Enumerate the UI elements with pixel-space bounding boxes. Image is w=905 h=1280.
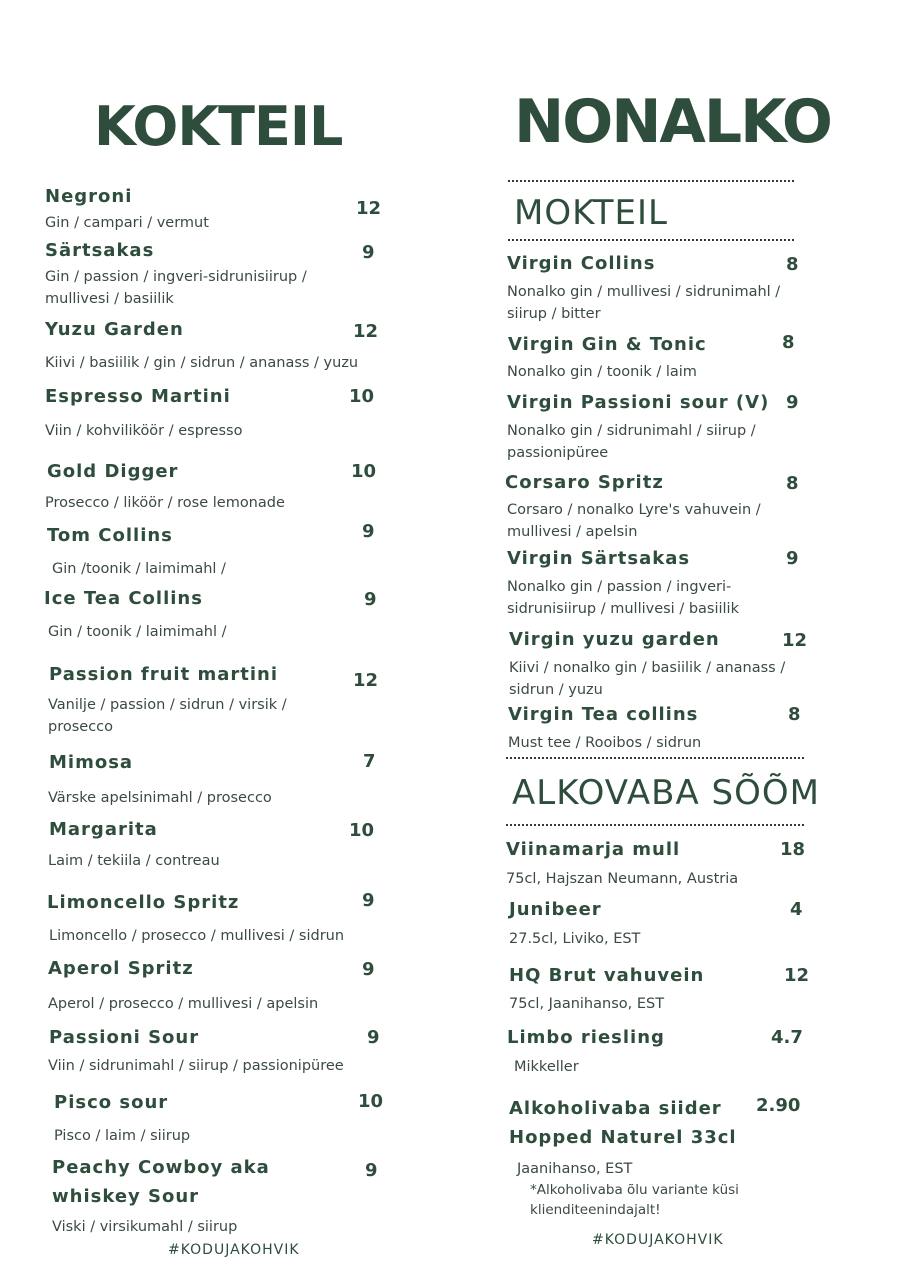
item-price: 9: [365, 1160, 378, 1181]
item-description: Nonalko gin / mullivesi / sidrunimahl / siirup / bitter: [507, 284, 781, 322]
item-description: Mikkeller: [514, 1059, 579, 1075]
item-description: Viin / kohviliköör / espresso: [45, 423, 243, 439]
item-name: Pisco sour: [54, 1092, 169, 1113]
item-price: 18: [780, 839, 806, 860]
item-description: Gin /toonik / laimimahl /: [52, 561, 226, 577]
item-name: Margarita: [49, 819, 158, 840]
mokteil-heading: MOKTEIL: [514, 193, 668, 233]
item-description: Gin / campari / vermut: [45, 215, 209, 231]
item-name: Virgin yuzu garden: [509, 629, 720, 650]
divider-dotted: [508, 239, 794, 241]
item-name: Mimosa: [49, 752, 134, 773]
right-hashtag: #KODUJAKOHVIK: [592, 1232, 724, 1248]
item-description: 27.5cl, Liviko, EST: [509, 931, 641, 947]
item-name: Corsaro Spritz: [505, 472, 664, 493]
item-name: Espresso Martini: [45, 386, 231, 407]
item-description: Laim / tekiila / contreau: [48, 853, 220, 869]
item-description: Limoncello / prosecco / mullivesi / sidrun: [49, 928, 345, 944]
item-description: Aperol / prosecco / mullivesi / apelsin: [48, 996, 319, 1012]
item-price: 12: [353, 670, 379, 691]
item-description: 75cl, Hajszan Neumann, Austria: [506, 871, 739, 887]
item-name: Virgin Passioni sour (V): [507, 392, 770, 413]
item-name: Virgin Collins: [507, 253, 656, 274]
item-name: Aperol Spritz: [48, 958, 194, 979]
item-price: 8: [788, 704, 801, 725]
item-description: Must tee / Rooibos / sidrun: [508, 735, 702, 751]
item-price: 9: [367, 1027, 380, 1048]
item-name: Yuzu Garden: [45, 319, 184, 340]
item-price: 10: [349, 820, 375, 841]
item-price: 8: [786, 254, 799, 275]
alkovaba-heading: ALKOVABA SÕÕM: [512, 773, 820, 813]
item-description: Nonalko gin / sidrunimahl / siirup / passionipüree: [507, 423, 756, 461]
beer-note: *Alkoholivaba õlu variante küsi klienditeenindajalt!: [530, 1182, 739, 1218]
nonalko-title: NONALKO: [514, 87, 831, 157]
item-description: Pisco / laim / siirup: [54, 1128, 191, 1144]
item-name: Limbo riesling: [507, 1027, 665, 1048]
divider-dotted: [508, 180, 794, 182]
item-price: 4: [790, 899, 803, 920]
item-name: Viinamarja mull: [506, 839, 681, 860]
item-description: Vanilje / passion / sidrun / virsik / prosecco: [48, 697, 287, 735]
item-description: Gin / passion / ingveri-sidrunisiirup / mullivesi / basiilik: [45, 269, 307, 307]
item-name: Virgin Särtsakas: [507, 548, 691, 569]
item-price: 12: [353, 321, 379, 342]
item-price: 2.90: [756, 1095, 801, 1116]
item-description: Viski / virsikumahl / siirup: [52, 1219, 238, 1235]
item-name: Peachy Cowboy aka whiskey Sour: [52, 1157, 270, 1207]
item-description: 75cl, Jaanihanso, EST: [509, 996, 665, 1012]
left-hashtag: #KODUJAKOHVIK: [168, 1242, 300, 1258]
item-name: Limoncello Spritz: [47, 892, 240, 913]
item-price: 9: [786, 392, 799, 413]
item-description: Prosecco / liköör / rose lemonade: [45, 495, 285, 511]
item-price: 9: [362, 959, 375, 980]
item-description: Viin / sidrunimahl / siirup / passionipüree: [48, 1058, 344, 1074]
item-price: 9: [364, 589, 377, 610]
item-price: 9: [362, 890, 375, 911]
divider-dotted: [506, 757, 804, 759]
item-price: 4.7: [771, 1027, 803, 1048]
item-name: Särtsakas: [45, 240, 155, 261]
item-price: 9: [362, 242, 375, 263]
item-price: 10: [351, 461, 377, 482]
item-description: Nonalko gin / passion / ingveri-sidrunisiirup / mullivesi / basiilik: [507, 579, 739, 617]
item-price: 8: [786, 473, 799, 494]
item-name: Gold Digger: [47, 461, 179, 482]
item-price: 12: [784, 965, 810, 986]
item-name: Virgin Gin & Tonic: [508, 334, 707, 355]
item-name: Junibeer: [509, 899, 602, 920]
item-description: Jaanihanso, EST: [517, 1161, 633, 1177]
item-name: Passion fruit martini: [49, 664, 279, 685]
item-name: Ice Tea Collins: [44, 588, 203, 609]
divider-dotted: [506, 824, 804, 826]
item-description: Kiivi / basiilik / gin / sidrun / ananass / yuzu: [45, 355, 359, 371]
item-description: Nonalko gin / toonik / laim: [507, 364, 697, 380]
item-description: Gin / toonik / laimimahl /: [48, 624, 227, 640]
item-name: Passioni Sour: [49, 1027, 200, 1048]
item-name: Alkoholivaba siider Hopped Naturel 33cl: [509, 1098, 737, 1148]
item-price: 8: [782, 332, 795, 353]
kokteil-title: KOKTEIL: [94, 95, 343, 158]
item-price: 10: [349, 386, 375, 407]
item-price: 10: [358, 1091, 384, 1112]
item-price: 7: [363, 751, 376, 772]
item-price: 12: [356, 198, 382, 219]
item-name: Negroni: [45, 186, 133, 207]
item-description: Värske apelsinimahl / prosecco: [48, 790, 272, 806]
item-name: HQ Brut vahuvein: [509, 965, 705, 986]
item-description: Kiivi / nonalko gin / basiilik / ananass / sidrun / yuzu: [509, 660, 786, 698]
item-name: Tom Collins: [47, 525, 173, 546]
item-description: Corsaro / nonalko Lyre's vahuvein / mullivesi / apelsin: [507, 502, 761, 540]
item-name: Virgin Tea collins: [508, 704, 699, 725]
item-price: 9: [786, 548, 799, 569]
item-price: 12: [782, 630, 808, 651]
item-price: 9: [362, 521, 375, 542]
